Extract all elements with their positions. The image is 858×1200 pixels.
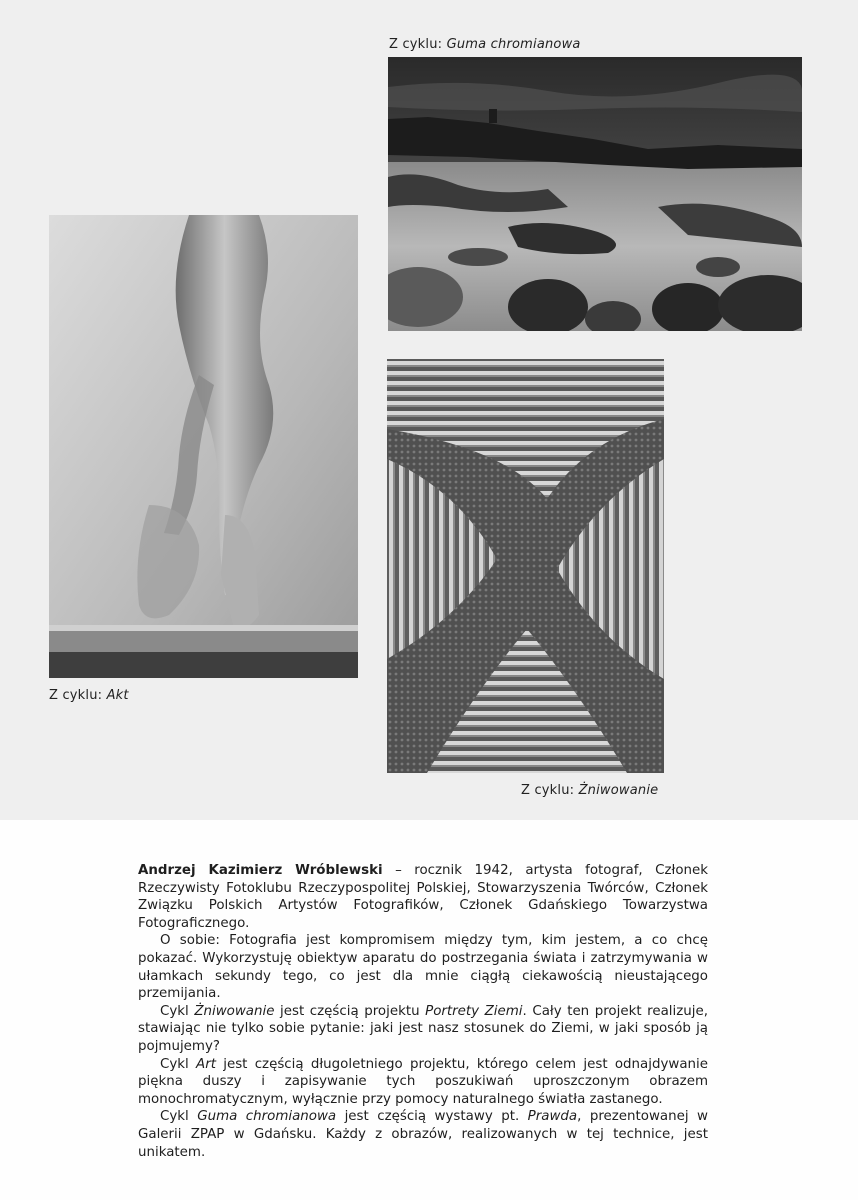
textile-texture-photo [387, 359, 664, 773]
about-paragraph: O sobie: Fotografia jest kompromisem między tym, kim jestem, a co chcę pokazać. Wykorzystuję obiektyw aparatu do postrzegania świata i zatrzymywania w ułamkach sekundy tego, co jest dla mnie ciągłą ciekawością nieustającego przemijania. [138, 933, 708, 1002]
text-run: jest częścią projektu [274, 1003, 426, 1019]
landscape-photo [388, 57, 802, 331]
art-paragraph [138, 1056, 708, 1109]
ballet-legs-photo [49, 215, 358, 678]
guma-paragraph [138, 1108, 708, 1161]
author-name: Andrzej Kazimierz Wróblewski [138, 863, 383, 878]
caption-title: Akt [106, 688, 129, 703]
text-run: jest częścią wystawy pt. [336, 1109, 528, 1125]
italic-title: Art [196, 1056, 216, 1072]
text-run: Cykl [160, 1056, 197, 1072]
italic-title: Prawda [527, 1109, 578, 1125]
bio-paragraph [138, 862, 708, 932]
text-run: . Cały ten projekt realizuje, stawiając nie tylko sobie pytanie: jaki jest nasz stosunek do Ziemi, w jaki sposób ją pojmujemy? [138, 1003, 708, 1054]
caption-prefix: Z cyklu: [521, 783, 579, 798]
caption-prefix: Z cyklu: [49, 688, 107, 703]
italic-title: Żniwowanie [194, 1003, 275, 1019]
caption-title: Żniwowanie [578, 783, 659, 798]
text-run: , prezentowanej w Galerii ZPAP w Gdańsku. Każdy z obrazów, realizowanych w tej technice, jest unikatem. [138, 1109, 708, 1160]
caption-guma-chromianowa [389, 37, 581, 52]
artist-bio-article [138, 862, 708, 1161]
text-run: Cykl [160, 1109, 198, 1125]
text-run: jest częścią długoletniego projektu, którego celem jest odnajdywanie piękna duszy i zapisywanie tych poszukiwań uproszczonym obrazem monochromatycznym, wyłącznie przy pomocy naturalnego światła zastanego. [138, 1056, 708, 1107]
caption-akt [49, 688, 129, 703]
italic-title: Portrety Ziemi [425, 1003, 523, 1019]
bio-text: – rocznik 1942, artysta fotograf, Członek Rzeczywisty Fotoklubu Rzeczypospolitej Polskiej, Stowarzyszenia Twórców, Członek Związku Polskich Artystów Fotografików, Członek Gdańskiego Towarzystwa Fotograficznego. [138, 863, 709, 931]
caption-prefix: Z cyklu: [389, 37, 447, 52]
zniwowanie-paragraph [138, 1003, 708, 1056]
caption-zniwowanie [521, 783, 658, 798]
italic-title: Guma chromianowa [197, 1109, 337, 1125]
text-run: Cykl [160, 1003, 195, 1019]
caption-title: Guma chromianowa [446, 37, 581, 52]
